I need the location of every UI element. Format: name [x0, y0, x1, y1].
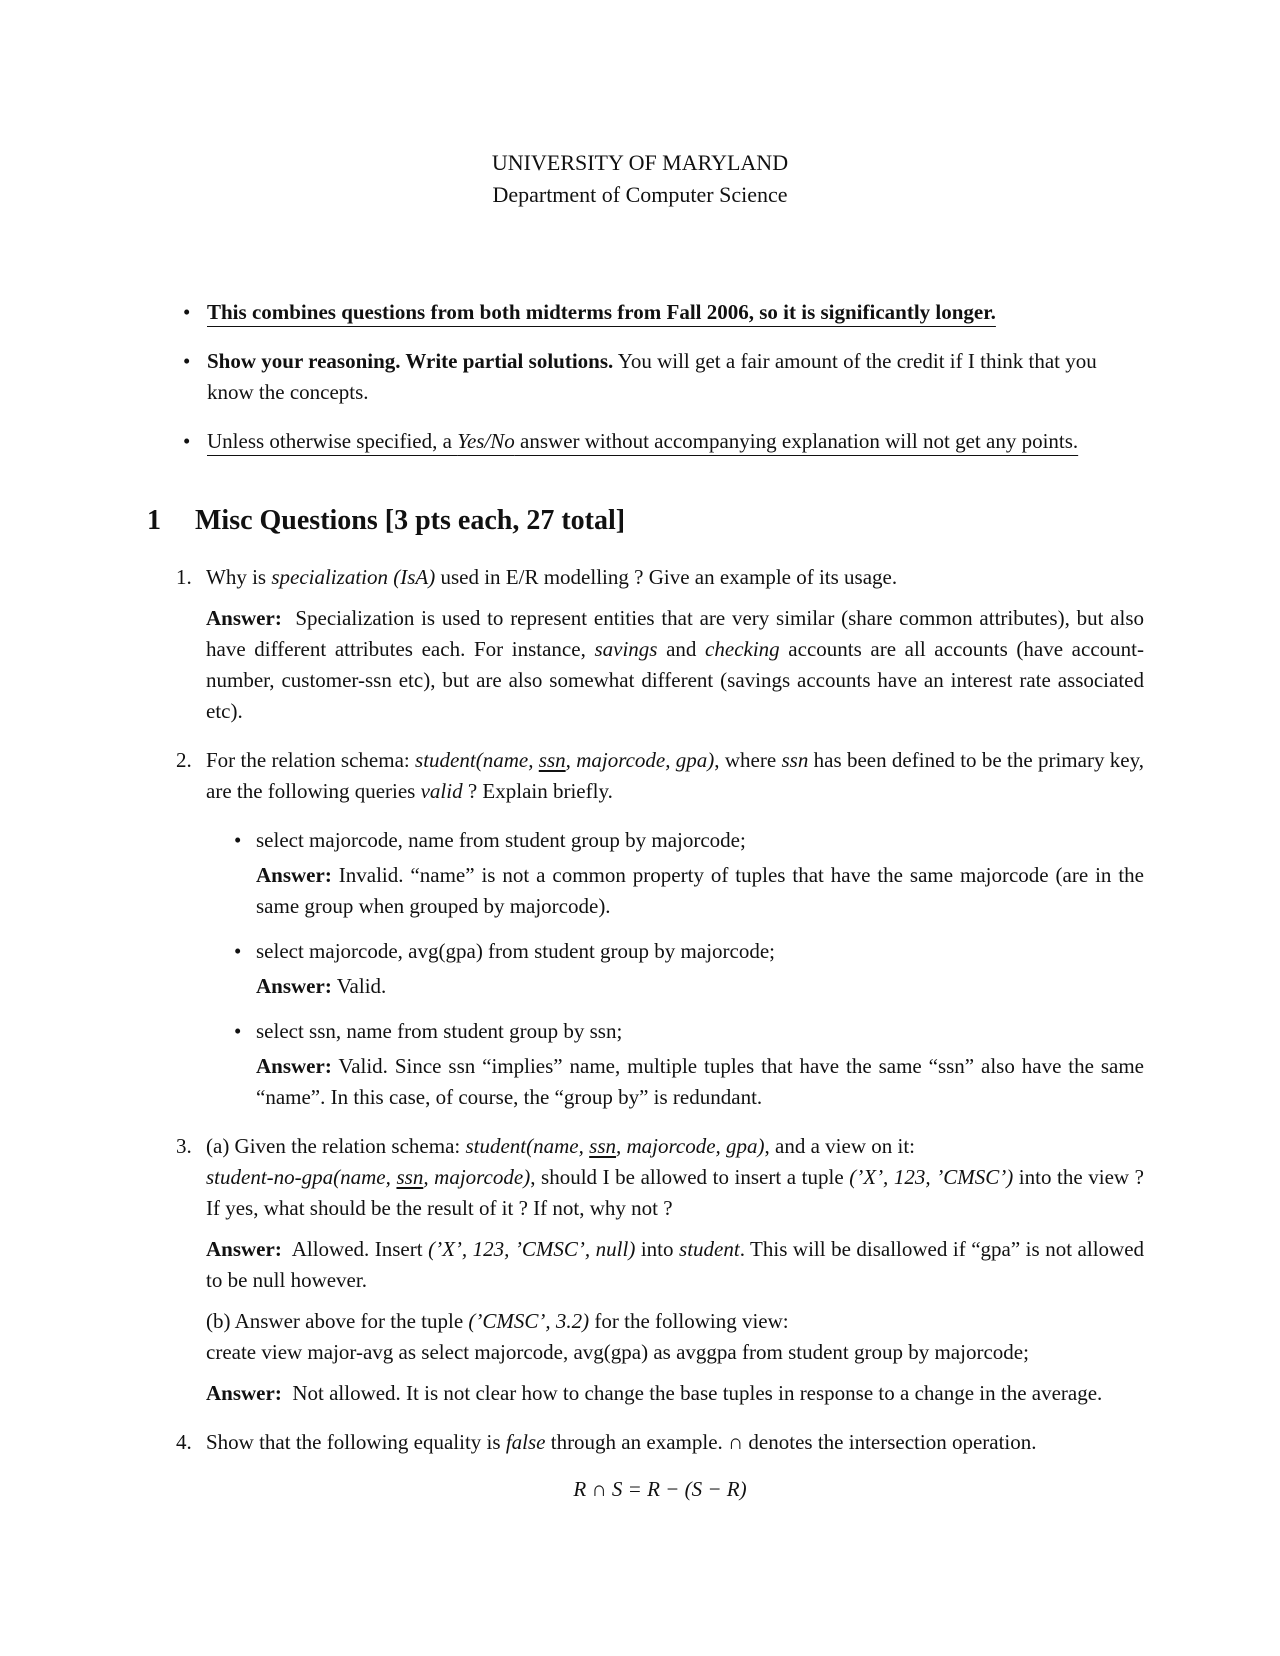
sql-view-definition: create view major-avg as select majorcode, avg(gpa) as avggpa from student group by majorcode; — [206, 1340, 1029, 1364]
answer-label: Answer: — [256, 863, 332, 887]
instruction-item — [183, 426, 1143, 457]
question-number: 4. — [176, 1430, 192, 1454]
query-list — [206, 825, 1144, 1113]
question-text: (a) Given the relation schema: student(name, ssn, majorcode, gpa), and a view on it: student-no-gpa(name, ssn, majorcode), should I be allowed to insert a tuple (’X’, 123, ’CMSC’) into the view ? If yes, what should be the result of it ? If not, why not ? — [206, 1134, 1144, 1220]
section-heading — [147, 503, 625, 539]
question-2 — [176, 745, 1144, 1113]
answer-text: Answer: Valid. Since ssn “implies” name, multiple tuples that have the same “ssn” also have the same “name”. In this case, of course, the “group by” is redundant. — [256, 1054, 1144, 1109]
department-name: Department of Computer Science — [492, 182, 788, 207]
question-text: Why is specialization (IsA) used in E/R modelling ? Give an example of its usage. — [206, 565, 898, 589]
answer-label: Answer: — [256, 974, 332, 998]
instruction-yes-no-note: Unless otherwise specified, a Yes/No answer without accompanying explanation will not get any points. — [207, 429, 1079, 453]
query-item — [256, 936, 1144, 1002]
query-item — [256, 825, 1144, 922]
answer-label: Answer: — [256, 1054, 332, 1078]
questions-list — [176, 562, 1144, 1523]
question-number: 1. — [176, 565, 192, 589]
section-title-text: Misc Questions [3 pts each, 27 total] — [195, 505, 626, 536]
instruction-reasoning-text: You will get a fair amount of the credit if I think that you know the concepts. — [207, 349, 1097, 404]
question-number: 3. — [176, 1134, 192, 1158]
answer-label: Answer: — [206, 1237, 282, 1261]
sql-query: • select ssn, name from student group by ssn; — [256, 1019, 623, 1043]
question-4 — [176, 1427, 1144, 1505]
answer-text: Answer: Not allowed. It is not clear how to change the base tuples in response to a change in the average. — [206, 1381, 1103, 1405]
sql-query: • select majorcode, name from student group by majorcode; — [256, 828, 746, 852]
answer-text: Answer: Allowed. Insert (’X’, 123, ’CMSC’, null) into student. This will be disallowed if “gpa” is not allowed to be null however. — [206, 1237, 1145, 1292]
answer-text: Answer: Valid. — [256, 974, 387, 998]
question-3 — [176, 1131, 1144, 1409]
instruction-length-note: This combines questions from both midterms from Fall 2006, so it is significantly longer. — [207, 300, 996, 324]
question-text: For the relation schema: student(name, ssn, majorcode, gpa), where ssn has been defined to be the primary key, are the following queries valid ? Explain briefly. — [206, 748, 1144, 803]
instruction-item — [183, 346, 1143, 408]
question-text-part-b: (b) Answer above for the tuple (’CMSC’, 3.2) for the following view: create view major-avg as select majorcode, avg(gpa) as avggpa from student group by majorcode; — [206, 1309, 1029, 1364]
answer-text: Answer: Specialization is used to represent entities that are very similar (share common attributes), but also have different attributes each. For instance, savings and checking accounts are all accounts (have account-number, customer-ssn etc), but are also somewhat different (savings accounts have an interest rate associated etc). — [206, 606, 1144, 723]
instructions-list — [183, 297, 1143, 475]
document-header — [0, 147, 1280, 211]
answer-label: Answer: — [206, 1381, 282, 1405]
question-1 — [176, 562, 1144, 727]
sql-query: • select majorcode, avg(gpa) from student group by majorcode; — [256, 939, 775, 963]
question-text: Show that the following equality is false through an example. ∩ denotes the intersection operation. — [206, 1430, 1037, 1454]
equation: R ∩ S = R − (S − R) — [573, 1477, 747, 1501]
question-number: 2. — [176, 748, 192, 772]
answer-text: Answer: Invalid. “name” is not a common property of tuples that have the same majorcode (are in the same group when grouped by majorcode). — [256, 863, 1145, 918]
section-number: 1 — [147, 505, 161, 536]
instruction-reasoning-bold: Show your reasoning. Write partial solutions. — [207, 349, 614, 373]
instruction-item — [183, 297, 1143, 328]
university-name: UNIVERSITY OF MARYLAND — [491, 150, 789, 175]
query-item — [256, 1016, 1144, 1113]
answer-label: Answer: — [206, 606, 282, 630]
